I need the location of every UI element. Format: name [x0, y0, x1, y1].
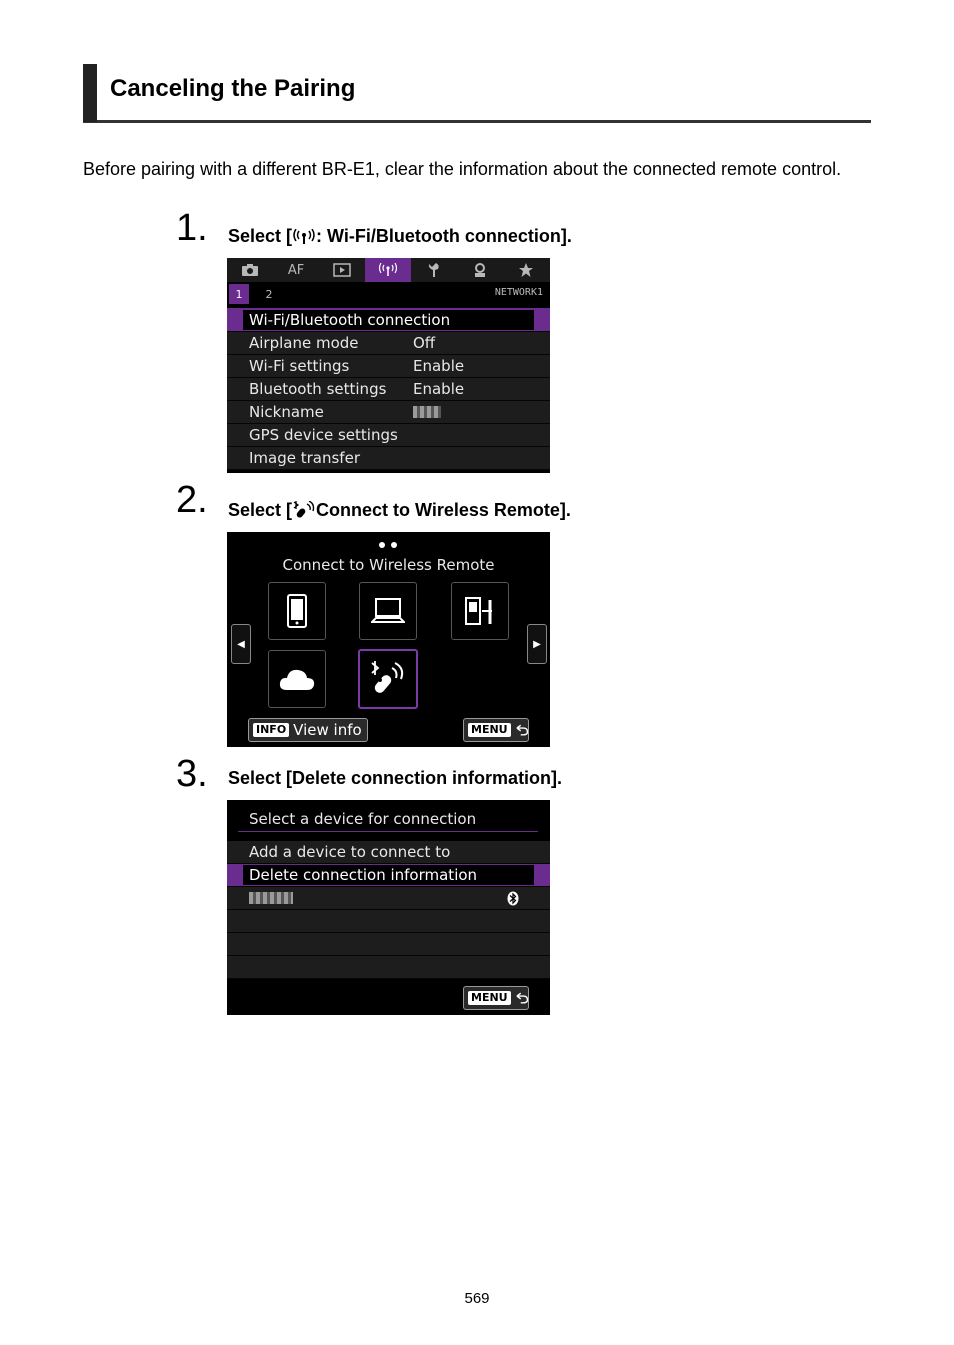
menu-key: MENU	[468, 991, 511, 1005]
back-arrow-icon	[515, 992, 528, 1004]
step-2-text: Select [ Connect to Wireless Remote].	[228, 500, 571, 520]
step-3-number: 3.	[176, 753, 208, 795]
camera-menu-screen	[227, 258, 550, 473]
wireless-icon	[378, 263, 398, 277]
menu-item-image-transfer[interactable]: Image transfer	[227, 447, 550, 470]
smartphone-button[interactable]	[268, 582, 326, 640]
device-select-screen	[227, 800, 550, 1015]
tab-playback[interactable]	[319, 258, 365, 282]
menu-item-wifi-bluetooth[interactable]: Wi-Fi/Bluetooth connection	[227, 309, 550, 332]
menu-item-bluetooth-settings[interactable]: Bluetooth settings Enable	[227, 378, 550, 401]
back-arrow-icon	[515, 724, 528, 736]
tab-wireless[interactable]	[365, 258, 411, 282]
smartphone-icon	[286, 594, 308, 628]
cloud-icon	[278, 666, 316, 692]
paired-device-item[interactable]	[227, 887, 550, 910]
info-key: INFO	[253, 723, 289, 737]
step-1-text: Select [ : Wi-Fi/Bluetooth connection].	[228, 226, 572, 246]
tab-my-menu[interactable]	[503, 258, 549, 282]
tab-af[interactable]: AF	[287, 262, 305, 278]
network-label: NETWORK1	[494, 287, 543, 298]
menu-item-wifi-settings[interactable]: Wi-Fi settings Enable	[227, 355, 550, 378]
cloud-button[interactable]	[268, 650, 326, 708]
wrench-icon	[427, 262, 441, 278]
menu-item-nickname[interactable]: Nickname	[227, 401, 550, 424]
add-device-item[interactable]: Add a device to connect to	[227, 841, 550, 864]
page-title: Canceling the Pairing	[110, 75, 356, 102]
intro-paragraph: Before pairing with a different BR-E1, clear the information about the connected remote control.	[83, 159, 842, 179]
screen-title: Select a device for connection	[249, 810, 477, 828]
subtab-2[interactable]: 2	[265, 287, 273, 301]
empty-row	[227, 910, 550, 933]
step-2-number: 2.	[176, 479, 208, 521]
menu-item-airplane-mode[interactable]: Airplane mode Off	[227, 332, 550, 355]
page-number: 569	[464, 1290, 490, 1307]
blurred-device-name	[249, 887, 293, 909]
step-3-text: Select [Delete connection information].	[228, 768, 563, 788]
menu-key: MENU	[468, 723, 511, 737]
bluetooth-icon	[507, 891, 519, 906]
next-page-button[interactable]: ▶	[527, 624, 547, 664]
blurred-nickname	[413, 401, 441, 423]
remote-icon	[368, 660, 408, 698]
printer-icon	[464, 596, 496, 626]
step-1-number: 1.	[176, 207, 208, 249]
title-divider	[238, 831, 538, 832]
section-heading	[83, 64, 871, 123]
page-dots	[377, 542, 401, 548]
tab-custom[interactable]	[457, 258, 503, 282]
computer-icon	[371, 597, 405, 625]
empty-row	[227, 933, 550, 956]
connect-device-screen	[227, 532, 550, 747]
heading-bar	[83, 64, 97, 122]
menu-subtabs	[227, 282, 550, 310]
empty-row	[227, 956, 550, 979]
menu-tabs	[227, 258, 550, 282]
computer-button[interactable]	[359, 582, 417, 640]
menu-back-button[interactable]	[463, 986, 529, 1010]
remote-icon	[292, 501, 316, 519]
prev-page-button[interactable]: ◀	[231, 624, 251, 664]
subtab-1[interactable]: 1	[229, 284, 249, 304]
printer-button[interactable]	[451, 582, 509, 640]
star-icon	[518, 262, 534, 278]
tab-shooting[interactable]	[227, 258, 273, 282]
view-info-button[interactable]: INFO View info	[248, 718, 368, 742]
wireless-remote-button[interactable]	[358, 649, 418, 709]
camera-icon	[241, 263, 259, 277]
menu-back-button[interactable]	[463, 718, 529, 742]
wireless-icon	[292, 229, 316, 245]
custom-icon	[472, 262, 488, 278]
playback-icon	[333, 263, 351, 277]
delete-connection-item[interactable]: Delete connection information	[227, 864, 550, 887]
menu-item-gps-device[interactable]: GPS device settings	[227, 424, 550, 447]
tab-setup[interactable]	[411, 258, 457, 282]
screen-title: Connect to Wireless Remote	[282, 556, 495, 574]
